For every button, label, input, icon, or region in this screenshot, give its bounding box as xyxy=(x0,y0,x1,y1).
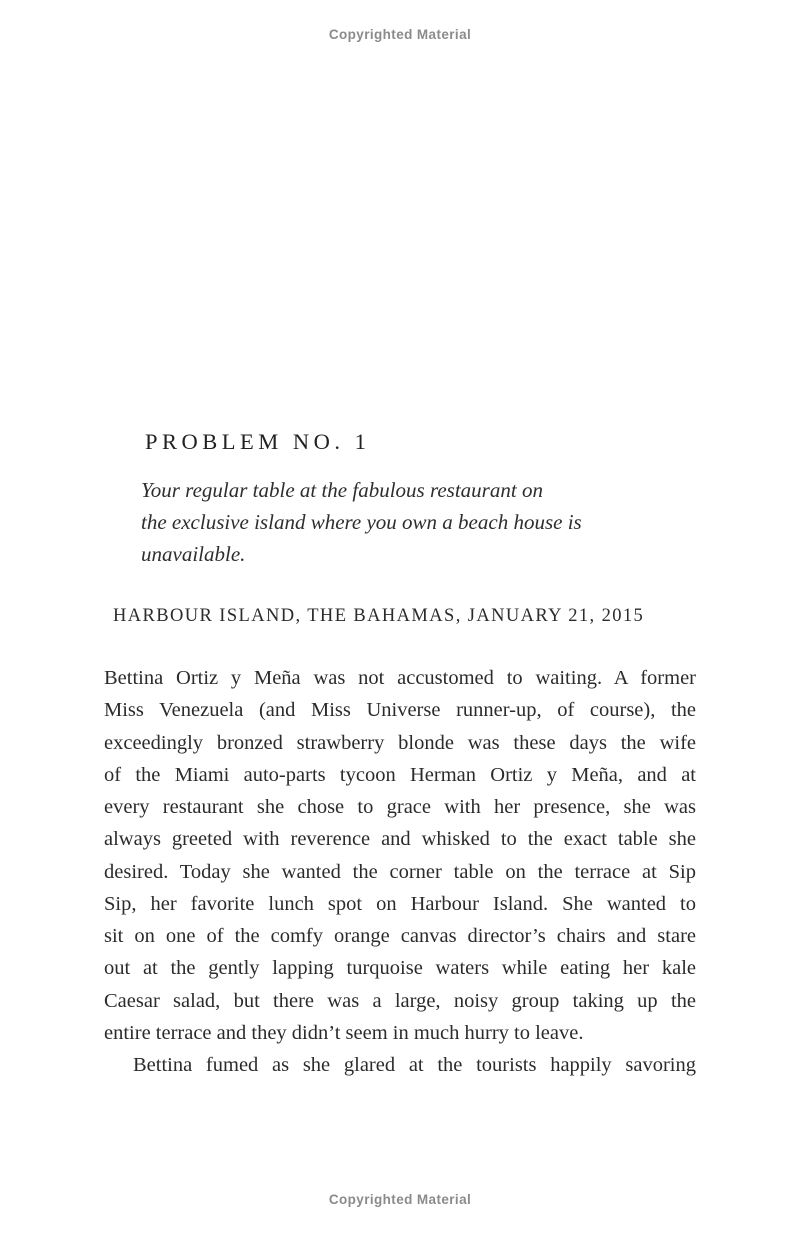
body-line: Caesar salad, but there was a large, noisy group taking up the xyxy=(104,989,696,1012)
body-text xyxy=(104,662,696,1081)
body-line: Miss Venezuela (and Miss Universe runner-up, of course), the xyxy=(104,699,696,722)
epigraph-line: Your regular table at the fabulous restaurant on xyxy=(141,478,543,502)
body-line: exceedingly bronzed strawberry blonde was these days the wife xyxy=(104,731,696,754)
body-line: Bettina fumed as she glared at the tourists happily savoring xyxy=(133,1054,696,1076)
body-line: out at the gently lapping turquoise waters while eating her kale xyxy=(104,957,696,980)
copyright-notice-bottom: Copyrighted Material xyxy=(328,1192,472,1207)
body-line: Sip, her favorite lunch spot on Harbour Island. She wanted to xyxy=(104,892,696,915)
copyright-notice-top: Copyrighted Material xyxy=(328,27,472,42)
body-line: Bettina Ortiz y Meña was not accustomed to waiting. A former xyxy=(104,667,696,689)
body-line: of the Miami auto-parts tycoon Herman Ortiz y Meña, and at xyxy=(104,763,696,786)
epigraph-line: unavailable. xyxy=(141,542,246,566)
chapter-dateline: HARBOUR ISLAND, THE BAHAMAS, JANUARY 21, 2015 xyxy=(113,606,645,626)
epigraph-line: the exclusive island where you own a beach house is xyxy=(141,510,582,534)
chapter-heading: PROBLEM NO. 1 xyxy=(145,429,371,454)
body-line: sit on one of the comfy orange canvas director’s chairs and stare xyxy=(104,925,696,947)
body-line: every restaurant she chose to grace with her presence, she was xyxy=(104,796,696,818)
body-line: desired. Today she wanted the corner table on the terrace at Sip xyxy=(104,860,696,883)
chapter-epigraph xyxy=(141,474,581,570)
body-line: always greeted with reverence and whisked to the exact table she xyxy=(104,828,696,851)
body-line: entire terrace and they didn’t seem in much hurry to leave. xyxy=(104,1021,584,1044)
